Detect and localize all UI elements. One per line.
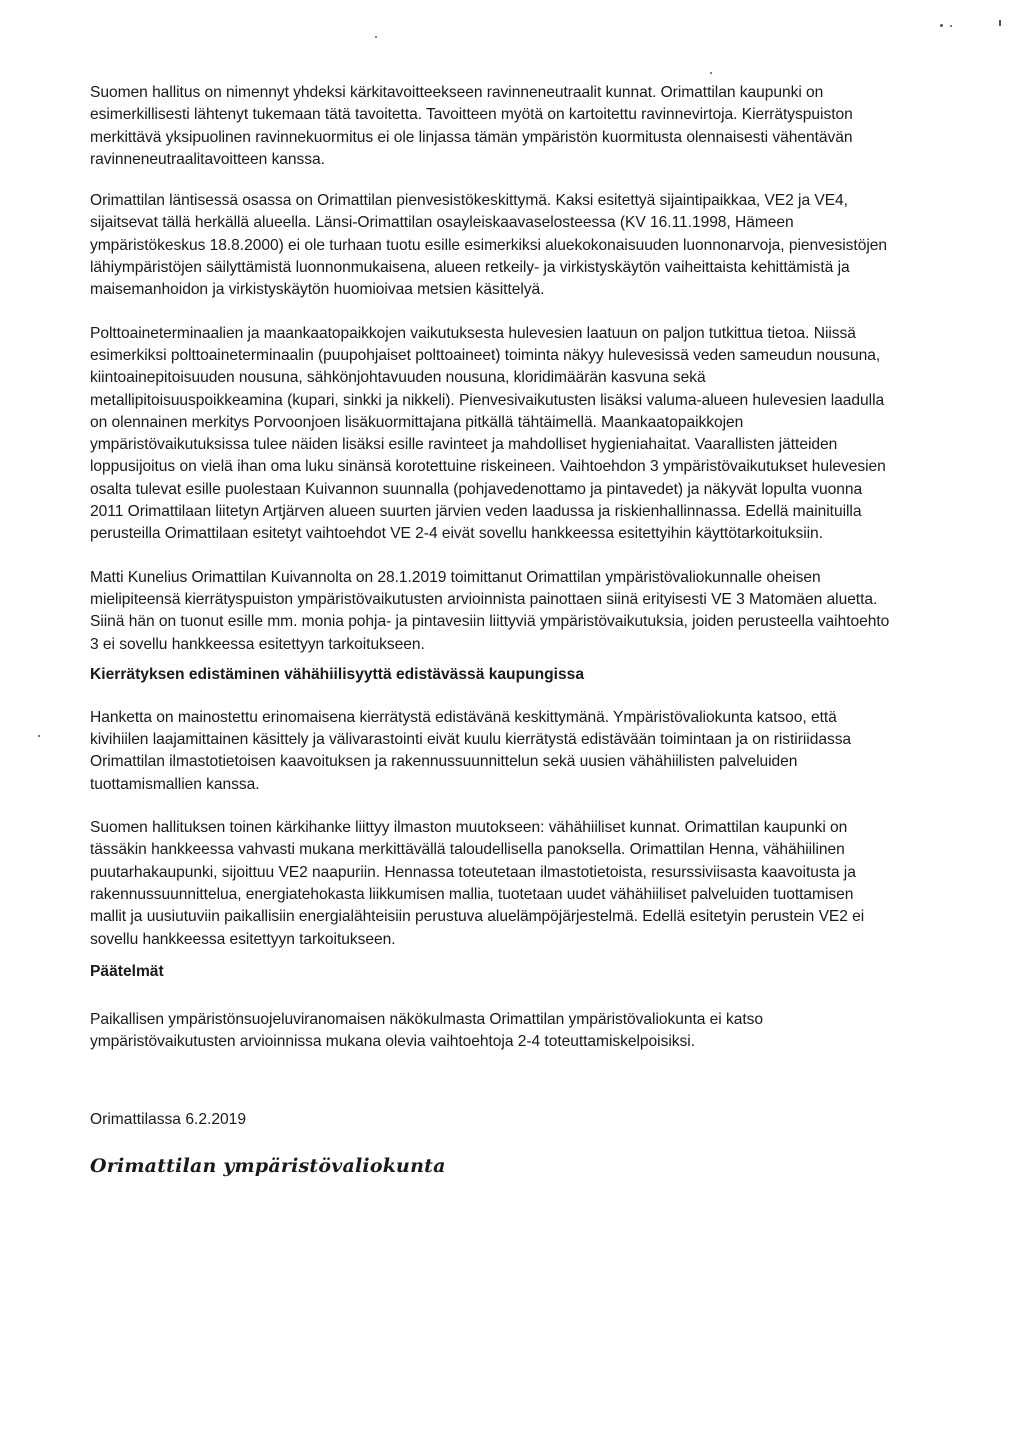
paragraph: Orimattilan läntisessä osassa on Orimattilan pienvesistökeskittymä. Kaksi esitettyä sijaintipaikkaa, VE2 ja VE4, sijaitsevat tällä herkällä alueella. Länsi-Orimattilan osayleiskaavaselosteessa (KV 16.11.1998, Hämeen ympäristökeskus 18.8.2000) ei ole turhaan tuotu esille esimerkiksi aluekokonaisuuden luonnonarvoja, pienvesistöjen lähiympäristöjen säilyttämistä luonnonmukaisena, alueen retkeily- ja virkistyskäytön vaiheittaista kehittämistä ja maisemanhoidon ja virkistyskäytön huomioivaa metsien käsittelyä. [90,192,887,299]
paragraph: Polttoaineterminaalien ja maankaatopaikkojen vaikutuksesta hulevesien laatuun on paljon tutkittua tietoa. Niissä esimerkiksi polttoaineterminaalin (puupohjaiset polttoaineet) toiminta näkyy hulevesissä veden sameudun nousuna, kiintoainepitoisuuden nousuna, sähkönjohtavuuden nousuna, kloridimäärän kasvuna sekä metallipitoisuuspoikkeamina (kupari, sinkki ja nikkeli). Pienvesivaikutusten lisäksi valuma-alueen hulevesien laadulla on olennainen merkitys Porvoonjoen lisäkuormittajana pitkällä tähtäimellä. Maankaatopaikkojen ympäristövaikutuksissa tulee näiden lisäksi esille ravinteet ja mahdolliset hygieniahaitat. Vaarallisten jätteiden loppusijoitus on vielä ihan oma luku sinänsä korotettuine riskeineen. Vaihtoehdon 3 ympäristövaikutukset hulevesien osalta tulevat esille puolestaan Kuivannon suunnalla (pohjavedenottamo ja pintavedet) ja näkyvät lopulta vuonna 2011 Orimattilaan liitetyn Artjärven alueen suurten järvien veden laadussa ja riskienhallinnassa. Edellä mainituilla perusteilla Orimattilaan esitetyt vaihtoehdot VE 2-4 eivät sovellu hankkeessa esitettyihin käyttötarkoituksiin. [90,324,886,543]
paragraph: Matti Kunelius Orimattilan Kuivannolta on 28.1.2019 toimittanut Orimattilan ympäristövaliokunnalle oheisen mielipiteensä kierrätyspuiston ympäristövaikutusten arvioinnista painottaen siinä erityisesti VE 3 Matomäen aluetta. Siinä hän on tuonut esille mm. monia pohja- ja pintavesiin liittyviä ympäristövaikutuksia, joiden perusteella vaihtoehto 3 ei sovellu hankkeessa esitettyyn tarkoitukseen. [90,568,890,653]
scan-speck [940,24,943,27]
signature: Orimattilan ympäristövaliokunta [90,1155,446,1178]
section-heading: Kierrätyksen edistäminen vähähiilisyyttä edistävässä kaupungissa [90,665,585,683]
conclusion-paragraph: Paikallisen ympäristönsuojeluviranomaisen näkökulmasta Orimattilan ympäristövaliokunta ei katso ympäristövaikutusten arvioinnissa mukana olevia vaihtoehtoja 2-4 toteuttamiskelpoisiksi. [90,1010,764,1051]
paragraph: Suomen hallituksen toinen kärkihanke liittyy ilmaston muutokseen: vähähiiliset kunnat. Orimattilan kaupunki on tässäkin hankkeessa vahvasti mukana merkittävällä taloudellisella panoksella. Orimattilan Henna, vähähiilinen puutarhakaupunki, sijoittuu VE2 naapuriin. Hennassa toteutetaan ilmastotietoista, resurssiviisasta kaavoitusta ja rakennussuunnittelua, energiatehokasta liikkumisen mallia, tuotetaan uudet vähähiiliset palveluiden tuottamisen mallit ja uusiutuviin paikallisiin energialähteisiin perustuva aluelämpöjärjestelmä. Edellä esitetyin perustein VE2 ei sovellu hankkeessa esitettyyn tarkoitukseen. [90,819,865,948]
scan-speck [950,25,952,27]
scan-speck [38,735,40,737]
scan-speck [999,20,1001,26]
scan-speck [710,72,712,74]
section-heading: Päätelmät [90,962,164,980]
paragraph: Suomen hallitus on nimennyt yhdeksi kärkitavoitteekseen ravinneneutraalit kunnat. Orimattilan kaupunki on esimerkillisesti lähtenyt tukemaan tätä tavoitetta. Tavoitteen myötä on kartoitettu ravinnevirtoja. Kierrätyspuiston merkittävä yksipuolinen ravinnekuormitus ei ole linjassa tämän ympäristön kuormitusta olennaisesti vähentävän ravinneneutraalitavoitteen kanssa. [90,84,853,168]
paragraph: Hanketta on mainostettu erinomaisena kierrätystä edistävänä keskittymänä. Ympäristövaliokunta katsoo, että kivihiilen laajamittainen käsittely ja välivarastointi eivät kuulu kierrätystä edistävään toimintaan ja on ristiriidassa Orimattilan ilmastotietoisen kaavoituksen ja rakennussuunnittelun sekä uusien vähähiilisten palveluiden tuottamismallien kanssa. [90,708,852,793]
document-body [90,82,890,1177]
date-line: Orimattilassa 6.2.2019 [90,1111,247,1129]
scan-speck [375,36,377,38]
